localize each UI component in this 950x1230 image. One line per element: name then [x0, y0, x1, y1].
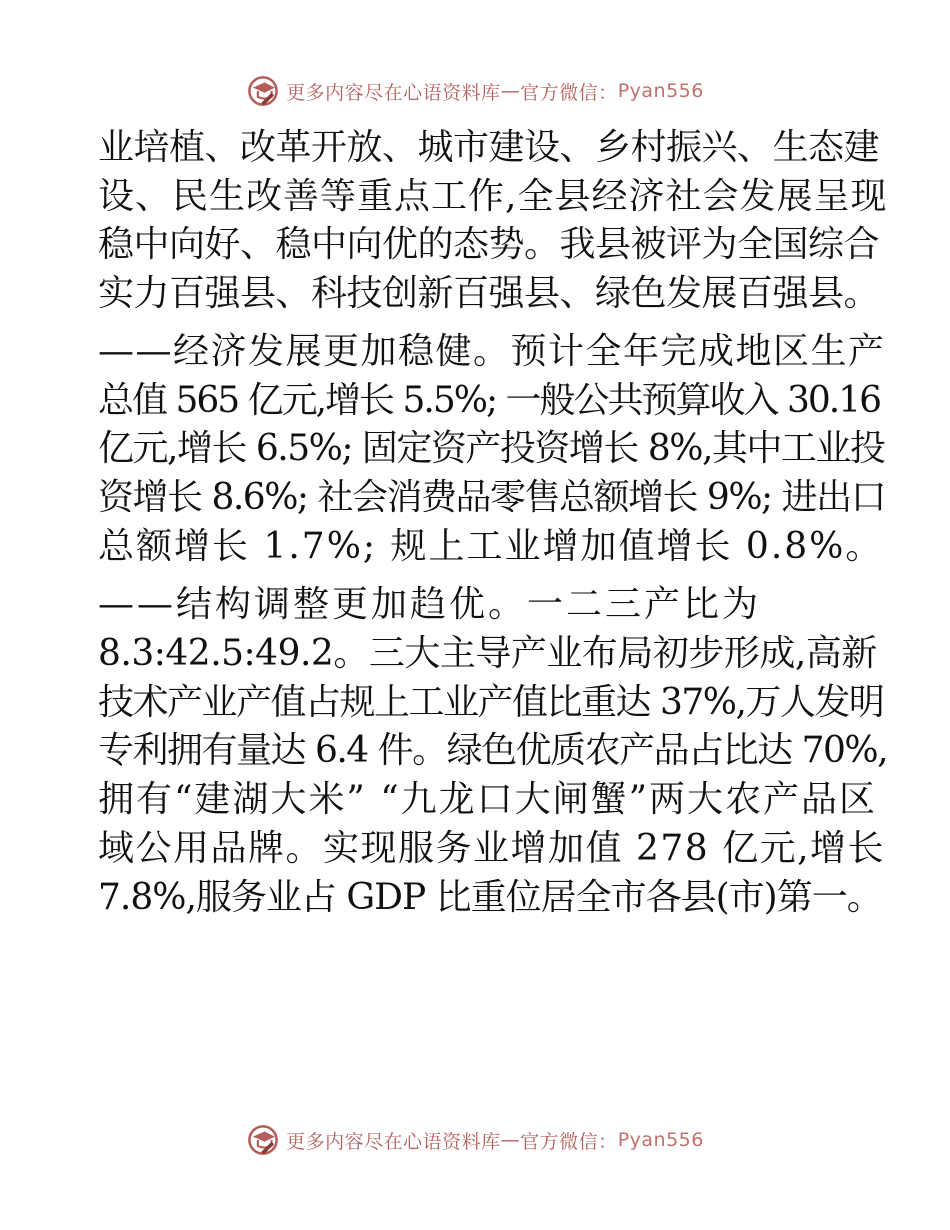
banner-separator: — [500, 80, 521, 102]
text-line: ——经济发展更加稳健。预计全年完成地区生产 [98, 330, 886, 372]
text-line: 总值 565 亿元,增长 5.5%; 一般公共预算收入 30.16 [98, 379, 881, 421]
text-line: 域公用品牌。实现服务业增加值 278 亿元,增长 [98, 827, 886, 869]
text-line: 7.8%,服务业占 GDP 比重位居全市各县(市)第一。 [98, 876, 882, 918]
paragraph-structure [98, 581, 888, 922]
mortarboard-pen-logo-icon [246, 1123, 280, 1157]
header-watermark-banner [0, 71, 950, 111]
text-line: 专利拥有量达 6.4 件。绿色优质农产品占比达 70%, [98, 730, 888, 772]
document-body [98, 124, 888, 922]
paragraph-overview [98, 124, 888, 319]
text-line: ——结构调整更加趋优。一二三产比为 [98, 584, 762, 626]
text-line: 资增长 8.6%; 社会消费品零售总额增长 9%; 进出口 [98, 476, 886, 518]
text-line: 稳中向好、稳中向优的态势。我县被评为全国综合 [98, 224, 880, 266]
text-line: 拥有“建湖大米” “九龙口大闸蟹”两大农产品区 [98, 779, 878, 821]
wechat-id: Pyan556 [617, 1129, 704, 1151]
text-line: 技术产业产值占规上工业产值比重达 37%,万人发明 [98, 681, 884, 723]
footer-watermark-banner [0, 1120, 950, 1160]
site-name: 更多内容尽在心语资料库 [286, 1130, 501, 1153]
text-line: 8.3:42.5:49.2。三大主导产业布局初步形成,高新 [98, 633, 877, 675]
wechat-id: Pyan556 [617, 80, 704, 102]
paragraph-economy [98, 328, 886, 572]
site-name: 更多内容尽在心语资料库 [286, 81, 501, 104]
text-line: 总额增长 1.7%; 规上工业增加值增长 0.8%。 [98, 525, 884, 567]
text-line: 实力百强县、科技创新百强县、绿色发展百强县。 [98, 273, 880, 315]
banner-separator: — [500, 1129, 521, 1151]
text-line: 设、民生改善等重点工作,全县经济社会发展呈现 [98, 175, 888, 217]
text-line: 亿元,增长 6.5%; 固定资产投资增长 8%,其中工业投 [98, 428, 885, 470]
wechat-label: 官方微信： [520, 81, 618, 104]
text-line: 业培植、改革开放、城市建设、乡村振兴、生态建 [98, 127, 880, 168]
mortarboard-pen-logo-icon [246, 74, 280, 108]
wechat-label: 官方微信： [520, 1130, 618, 1153]
